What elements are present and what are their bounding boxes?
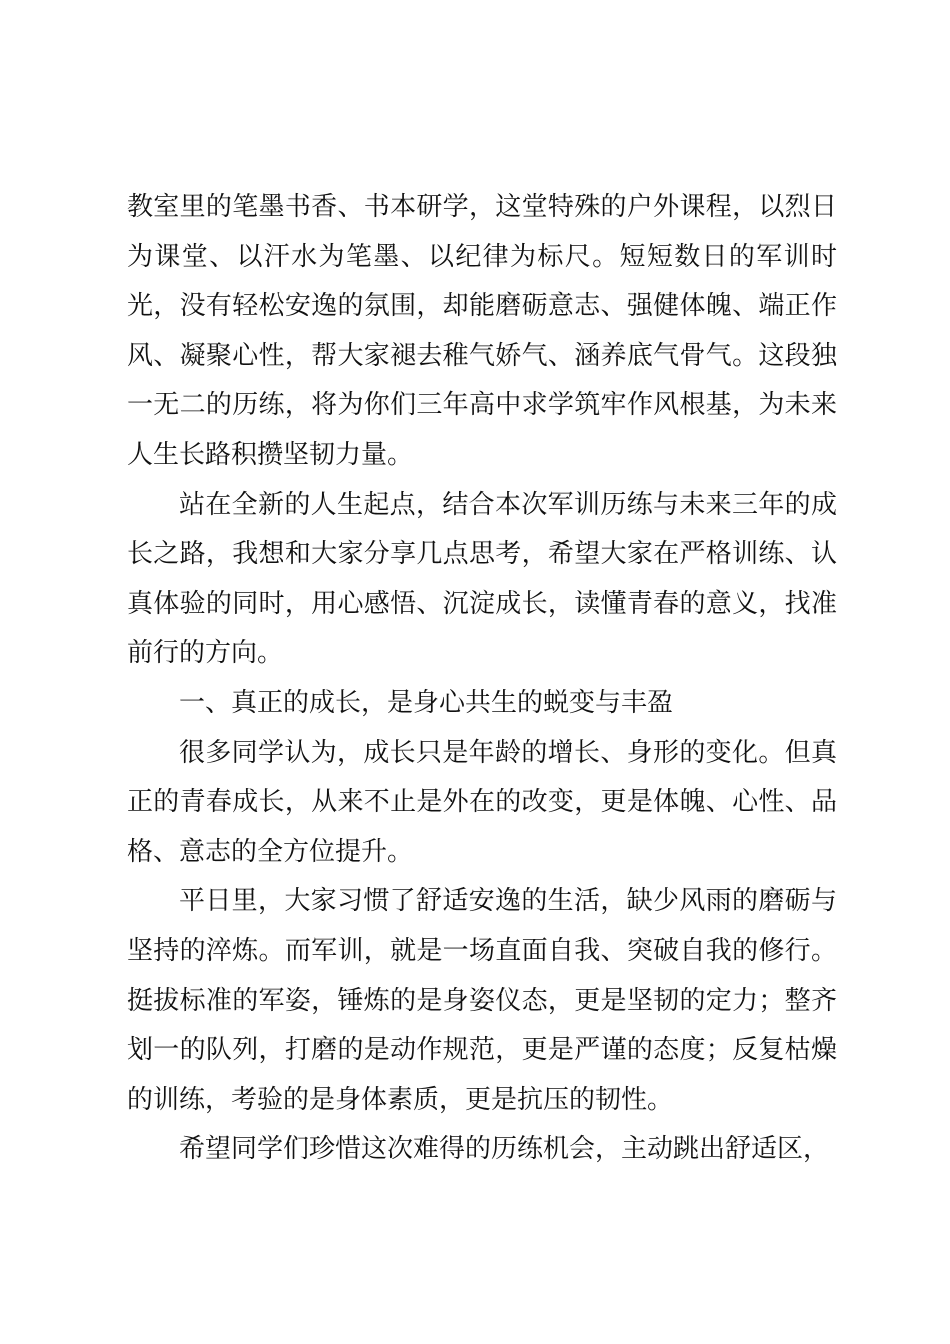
paragraph-2: 站在全新的人生起点，结合本次军训历练与未来三年的成长之路，我想和大家分享几点思考，希望大家在严格训练、认真体验的同时，用心感悟、沉淀成长，读懂青春的意义，找准前行的方向。 <box>127 489 837 669</box>
paragraph-1: 教室里的笔墨书香、书本研学，这堂特殊的户外课程，以烈日为课堂、以汗水为笔墨、以纪律为标尺。短短数日的军训时光，没有轻松安逸的氛围，却能磨砺意志、强健体魄、端正作风、凝聚心性，帮大家褪去稚气娇气、涵养底气骨气。这段独一无二的历练，将为你们三年高中求学筑牢作风根基，为未来人生长路积攒坚韧力量。 <box>127 192 837 470</box>
document-body <box>127 183 837 1175</box>
paragraph-4: 平日里，大家习惯了舒适安逸的生活，缺少风雨的磨砺与坚持的淬炼。而军训，就是一场直面自我、突破自我的修行。挺拔标准的军姿，锤炼的是身姿仪态，更是坚韧的定力；整齐划一的队列，打磨的是动作规范，更是严谨的态度；反复枯燥的训练，考验的是身体素质，更是抗压的韧性。 <box>127 886 837 1115</box>
paragraph-5: 希望同学们珍惜这次难得的历练机会，主动跳出舒适区， <box>179 1134 830 1165</box>
paragraph-3: 很多同学认为，成长只是年龄的增长、身形的变化。但真正的青春成长，从来不止是外在的改变，更是体魄、心性、品格、意志的全方位提升。 <box>127 737 837 867</box>
section-heading-1: 一、真正的成长，是身心共生的蜕变与丰盈 <box>179 687 674 718</box>
